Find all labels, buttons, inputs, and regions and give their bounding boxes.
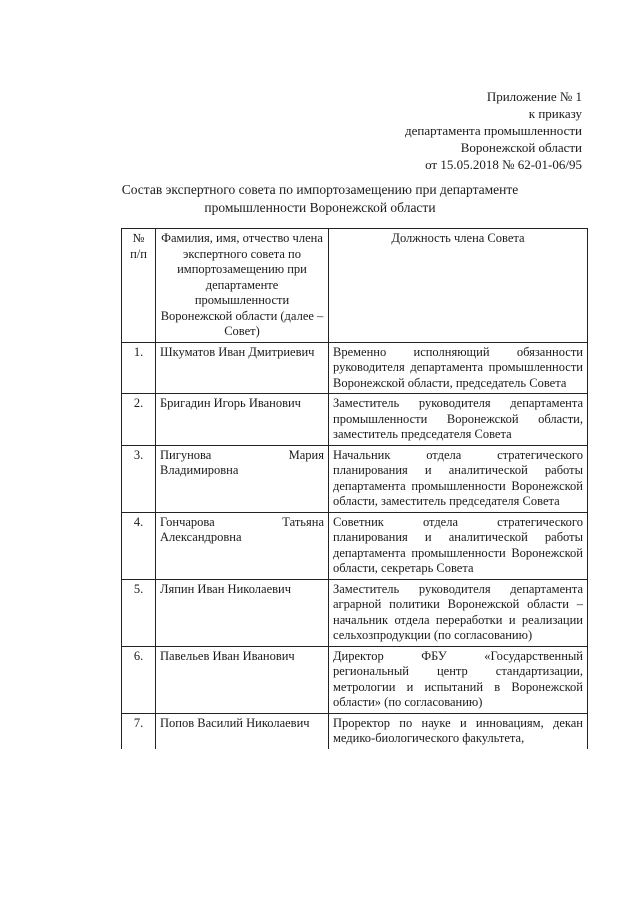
appendix-line: Воронежской области	[460, 140, 582, 155]
appendix-line: департамента промышленности	[405, 123, 582, 138]
table-row	[122, 445, 588, 512]
row-num: 3.	[122, 445, 156, 512]
row-position: Директор ФБУ «Государственный региональный центр стандартизации, метрологии и испытаний в Воронежской области» (по согласованию)	[329, 646, 588, 713]
row-num: 2.	[122, 394, 156, 446]
table-row	[122, 579, 588, 646]
appendix-line: Приложение № 1	[486, 89, 582, 104]
appendix-line: от 15.05.2018 № 62-01-06/95	[425, 157, 582, 172]
table-row	[122, 646, 588, 713]
row-num: 6.	[122, 646, 156, 713]
appendix-header	[405, 88, 582, 173]
row-num: 4.	[122, 512, 156, 579]
appendix-line: к приказу	[528, 106, 582, 121]
row-name: Ляпин Иван Николаевич	[156, 579, 329, 646]
row-position: Временно исполняющий обязанности руководителя департамента промышленности Воронежской области, председатель Совета	[329, 342, 588, 394]
title-line: Состав экспертного совета по импортозамещению при департаменте	[121, 182, 519, 197]
row-name: Попов Василий Николаевич	[156, 713, 329, 749]
row-position: Советник отдела стратегического планирования и аналитической работы департамента промышленности Воронежской области, секретарь Совета	[329, 512, 588, 579]
row-position: Начальник отдела стратегического планирования и аналитической работы департамента промышленности Воронежской области, заместитель председателя Совета	[329, 445, 588, 512]
row-num: 1.	[122, 342, 156, 394]
document-title	[0, 181, 640, 217]
table-row	[122, 394, 588, 446]
table-row	[122, 512, 588, 579]
header-position: Должность члена Совета	[329, 229, 588, 343]
row-name: Павельев Иван Иванович	[156, 646, 329, 713]
row-position: Проректор по науке и инновациям, декан медико-биологического факультета,	[329, 713, 588, 749]
header-num: № п/п	[122, 229, 156, 343]
council-members-table	[121, 228, 588, 749]
row-num: 7.	[122, 713, 156, 749]
table-header-row	[122, 229, 588, 343]
header-name: Фамилия, имя, отчество члена экспертного совета по импортозамещению при департаменте промышленности Воронежской области (далее – Совет)	[156, 229, 329, 343]
row-name: Пигунова Мария Владимировна	[156, 445, 329, 512]
row-name: Гончарова Татьяна Александровна	[156, 512, 329, 579]
row-name: Шкуматов Иван Дмитриевич	[156, 342, 329, 394]
table-row	[122, 342, 588, 394]
row-position: Заместитель руководителя департамента аграрной политики Воронежской области – начальник отдела переработки и реализации сельхозпродукции (по согласованию)	[329, 579, 588, 646]
row-name: Бригадин Игорь Иванович	[156, 394, 329, 446]
row-position: Заместитель руководителя департамента промышленности Воронежской области, заместитель председателя Совета	[329, 394, 588, 446]
table-row	[122, 713, 588, 749]
row-num: 5.	[122, 579, 156, 646]
title-line: промышленности Воронежской области	[204, 200, 436, 215]
